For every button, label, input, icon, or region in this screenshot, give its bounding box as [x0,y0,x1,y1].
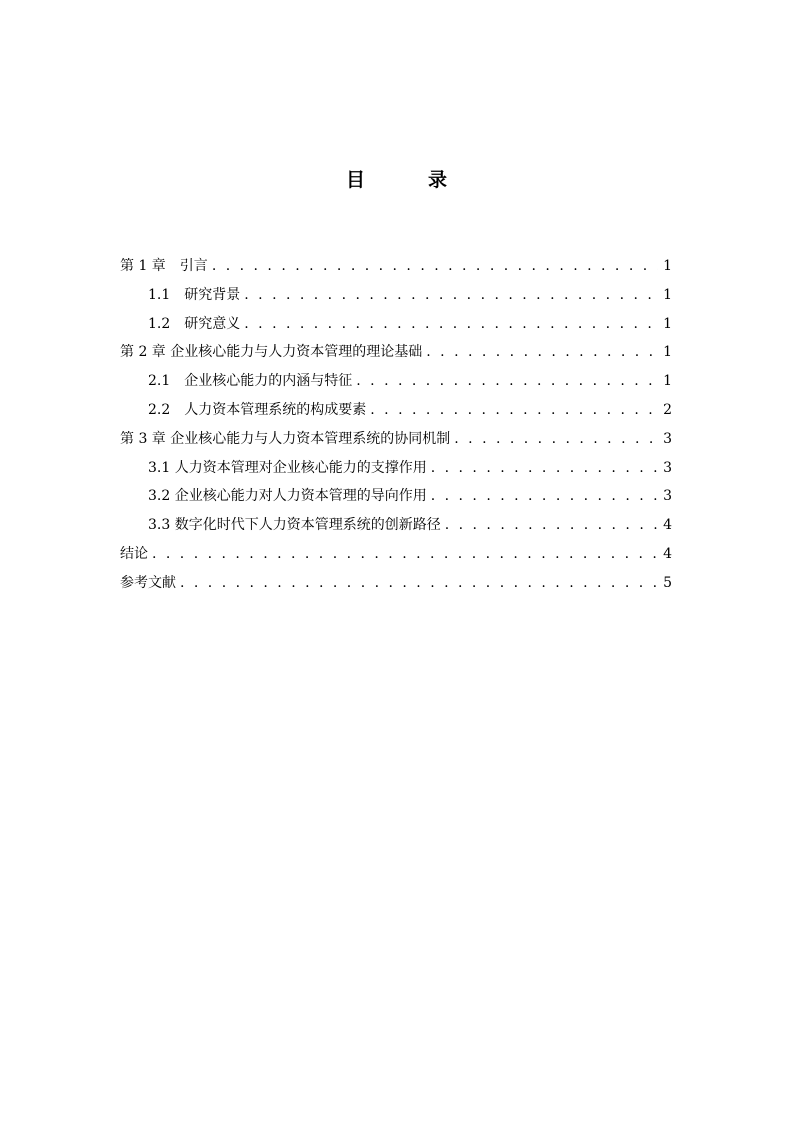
toc-entry-section-1-1[interactable] [120,281,672,310]
toc-entry-label: 1.1 研究背景 [148,286,241,303]
toc-dot-leader [454,425,658,454]
toc-dot-leader [244,281,658,310]
toc-title: 目 录 [345,169,469,191]
toc-dot-leader [356,367,658,396]
toc-page-number: 1 [663,258,672,274]
toc-entry-label: 3.2 企业核心能力对人力资本管理的导向作用 [148,488,427,505]
toc-entry-references[interactable] [120,569,672,598]
toc-entry-section-1-2[interactable] [120,310,672,339]
toc-entry-label: 2.2 人力资本管理系统的构成要素 [148,401,367,418]
toc-entry-label: 1.2 研究意义 [148,315,241,332]
toc-page-number: 2 [663,401,672,418]
toc-entry-section-3-3[interactable] [120,511,672,540]
toc-page-number: 4 [663,545,672,562]
toc-entry-section-3-2[interactable] [120,482,672,511]
toc-entry-conclusion[interactable] [120,540,672,569]
toc-dot-leader [180,569,658,598]
toc-entry-label: 结论 [120,545,148,562]
toc-dot-leader [370,396,658,425]
toc-entry-label: 3.3 数字化时代下人力资本管理系统的创新路径 [148,517,441,534]
toc-dot-leader [431,454,658,483]
toc-entry-label: 第 2 章 企业核心能力与人力资本管理的理论基础 [120,344,423,361]
toc-entry-chapter-1[interactable] [120,252,672,281]
toc-page-number: 1 [663,315,672,332]
toc-dot-leader [152,540,658,569]
toc-dot-leader [244,310,658,339]
toc-dot-leader [212,252,658,281]
toc-entry-section-3-1[interactable] [120,454,672,483]
toc-entry-label: 参考文献 [120,574,176,591]
toc-page-number: 1 [663,344,672,361]
toc-page-number: 5 [663,574,672,591]
toc-list [120,252,672,598]
toc-page-number: 3 [663,488,672,505]
toc-page-number: 3 [663,459,672,476]
toc-dot-leader [426,338,658,367]
toc-entry-section-2-1[interactable] [120,367,672,396]
toc-entry-chapter-3[interactable] [120,425,672,454]
toc-page-number: 3 [663,430,672,447]
toc-entry-chapter-2[interactable] [120,338,672,367]
toc-entry-label: 2.1 企业核心能力的内涵与特征 [148,373,353,390]
toc-dot-leader [445,511,658,540]
toc-page-number: 1 [663,373,672,390]
toc-dot-leader [431,482,658,511]
toc-entry-label: 第 3 章 企业核心能力与人力资本管理系统的协同机制 [120,430,451,447]
toc-entry-label: 第 1 章 引言 [120,258,208,274]
toc-entry-label: 3.1 人力资本管理对企业核心能力的支撑作用 [148,459,427,476]
toc-entry-section-2-2[interactable] [120,396,672,425]
toc-page-number: 1 [663,286,672,303]
toc-page-number: 4 [663,517,672,534]
